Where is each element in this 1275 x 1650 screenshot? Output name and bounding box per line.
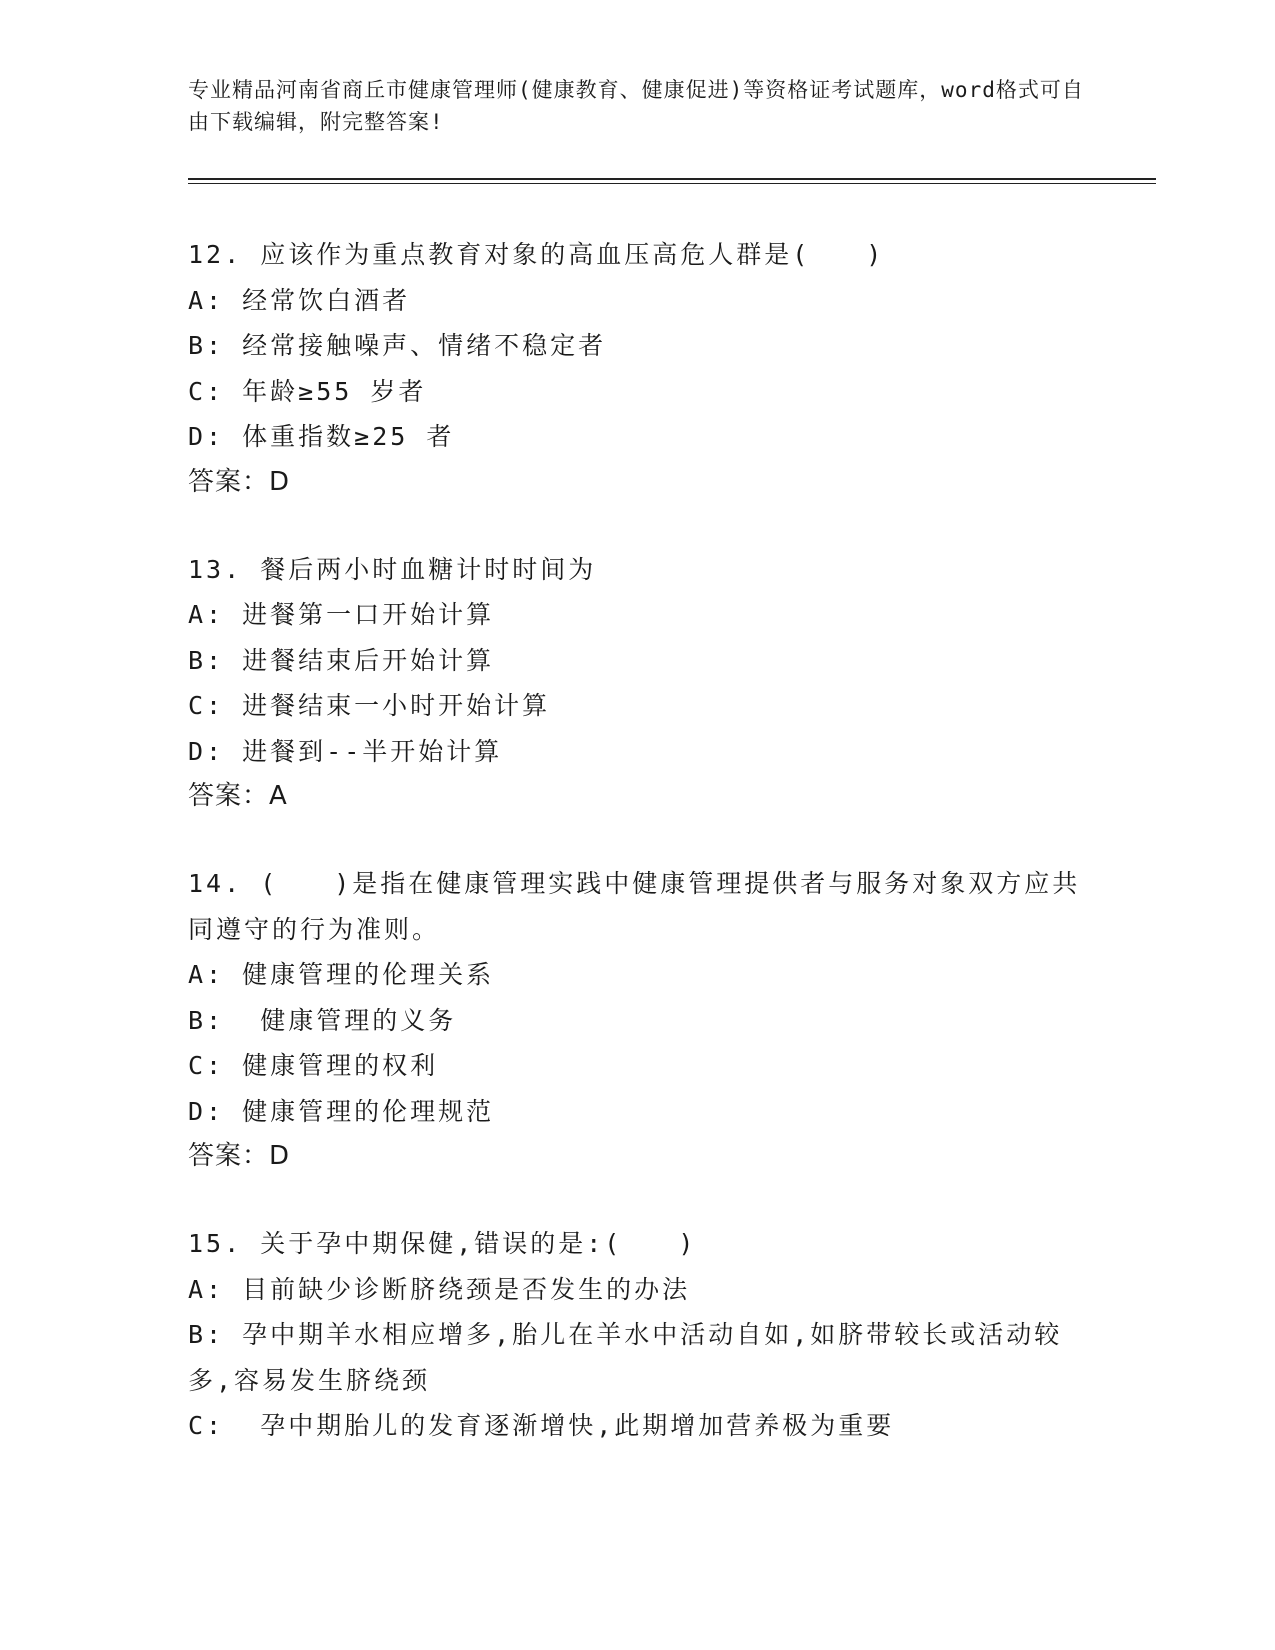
question-14 <box>188 861 1088 1179</box>
question-list <box>188 232 1088 1491</box>
answer-label: 答案：D <box>188 466 291 497</box>
option-a: A: 健康管理的伦理关系 <box>188 960 495 989</box>
option-c: C: 年龄≥55 岁者 <box>188 376 427 406</box>
question-stem: 15. 关于孕中期保健,错误的是:( ) <box>188 1229 697 1258</box>
answer-label: 答案：D <box>188 1141 291 1171</box>
option-c: C: 孕中期胎儿的发育逐渐增快,此期增加营养极为重要 <box>188 1411 895 1440</box>
option-b: B: 经常接触噪声、情绪不稳定者 <box>188 331 607 360</box>
option-d: D: 健康管理的伦理规范 <box>188 1096 495 1126</box>
question-stem: 13. 餐后两小时血糖计时时间为 <box>188 554 597 584</box>
document-header: 专业精品河南省商丘市健康管理师(健康教育、健康促进)等资格证考试题库，word格式可自由下载编辑，附完整答案! <box>188 78 1084 134</box>
option-a: A: 进餐第一口开始计算 <box>188 600 495 629</box>
question-12 <box>188 232 1088 505</box>
option-a: A: 经常饮白酒者 <box>188 285 411 315</box>
option-b: B: 进餐结束后开始计算 <box>188 645 495 675</box>
option-b: B: 孕中期羊水相应增多,胎儿在羊水中活动自如,如脐带较长或活动较多,容易发生脐绕颈 <box>188 1320 1063 1395</box>
option-c: C: 健康管理的权利 <box>188 1051 439 1080</box>
question-stem: 12. 应该作为重点教育对象的高血压高危人群是( ) <box>188 240 885 269</box>
option-d: D: 体重指数≥25 者 <box>188 422 455 451</box>
option-d: D: 进餐到--半开始计算 <box>188 736 503 766</box>
option-b: B: 健康管理的义务 <box>188 1005 457 1035</box>
answer-label: 答案：A <box>188 781 288 811</box>
question-15 <box>188 1221 1088 1449</box>
option-c: C: 进餐结束一小时开始计算 <box>188 691 551 720</box>
question-13 <box>188 547 1088 820</box>
option-a: A: 目前缺少诊断脐绕颈是否发生的办法 <box>188 1274 691 1304</box>
question-stem: 14. ( )是指在健康管理实践中健康管理提供者与服务对象双方应共同遵守的行为准则。 <box>188 869 1081 944</box>
header-divider <box>188 178 1156 184</box>
